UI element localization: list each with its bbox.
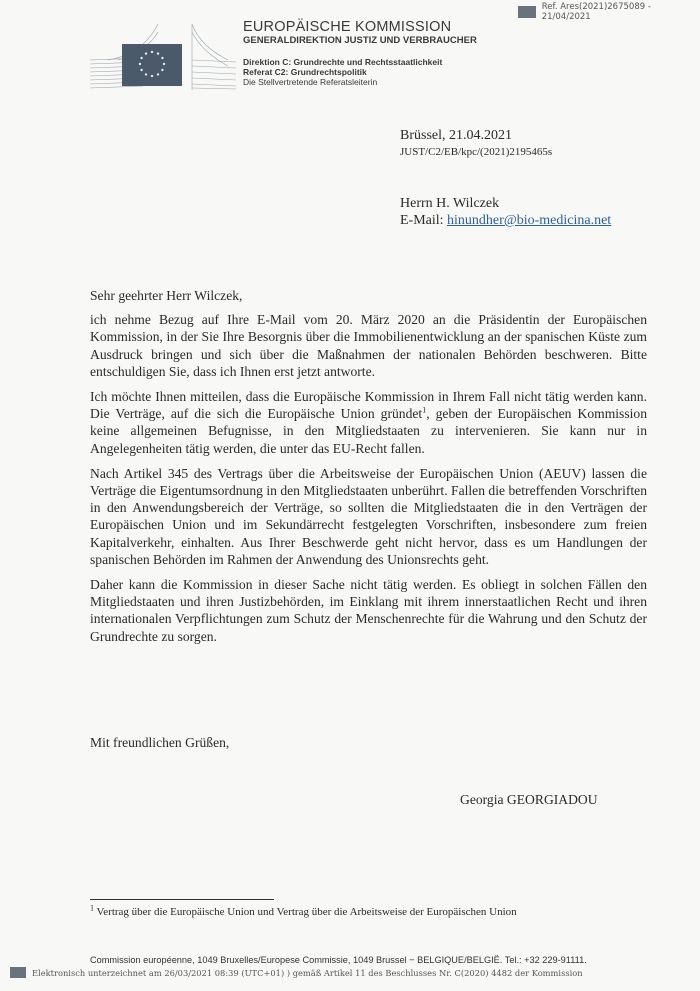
footnote-reference: 1 (422, 405, 427, 415)
esignature-icon (10, 967, 26, 978)
email-link[interactable]: hinundher@bio-medicina.net (447, 213, 612, 228)
ares-stamp-icon (518, 6, 536, 18)
paragraph-3: Nach Artikel 345 des Vertrags über die Arbeitsweise der Europäischen Union (AEUV) lassen die Verträge die Eigentumsordnung in den Mitgliedstaaten unberührt. Fallen die betreffenden Vorschriften in den Anwendungsbereich der Verträge, so sollten die Mitgliedstaaten die in den Verträgen der Europäischen Union und im Sekundärrecht festgelegten Vorschriften, insbesondere zum freien Kapitalverkehr, einhalten. Aus Ihrer Beschwerde geht nicht hervor, dass es um Handlungen der spanischen Behörden im Rahmen der Anwendung des Unionsrechts geht. (90, 465, 647, 567)
unit: Referat C2: Grundrechtspolitik (243, 67, 367, 77)
footnote-text: Vertrag über die Europäische Union und Vertrag über die Arbeitsweise der Europäischen Union (94, 906, 517, 918)
footnote (90, 903, 517, 918)
letterhead (243, 19, 477, 87)
sender-role: Die Stellvertretende Referatsleiterin (243, 77, 378, 87)
electronic-signature-note (10, 967, 583, 978)
place-date: Brüssel, 21.04.2021 (400, 128, 512, 143)
recipient-block (400, 195, 611, 229)
paragraph-4: Daher kann die Kommission in dieser Sache nicht tätig werden. Es obliegt in solchen Fällen den Mitgliedstaaten und ihren Justizbehörden, im Einklang mit ihrem innerstaatlichen Recht und ihren internationalen Verpflichtungen zum Schutz der Menschenrechte für die Wahrung und den Schutz der Grundrechte zu sorgen. (90, 577, 647, 644)
reference-number: JUST/C2/EB/kpc/(2021)2195465s (400, 146, 553, 158)
footnote-divider (90, 899, 274, 900)
footer-address: Commission européenne, 1049 Bruxelles/Europese Commissie, 1049 Brussel − BELGIQUE/BELGIË. Tel.: +32 229-91111. (90, 955, 587, 965)
letter-body (90, 287, 647, 653)
recipient-name: Herrn H. Wilczek (400, 196, 500, 211)
signatory: Georgia GEORGIADOU (460, 792, 598, 807)
ec-logo (88, 16, 240, 94)
email-label: E-Mail: (400, 213, 448, 228)
closing: Mit freundlichen Grüßen, (90, 735, 230, 750)
ares-reference-stamp (518, 2, 700, 22)
paragraph-2: Ich möchte Ihnen mitteilen, dass die Europäische Kommission in Ihrem Fall nicht tätig werden kann. Die Verträge, auf die sich die Europäische Union gründet$^1$, geben der Europäischen Kommission keine allgemeinen Befugnisse, in den Mitgliedstaaten zu intervenieren. Sie kann nur in Angelegenheiten tätig werden, die unter das EU-Recht fallen. (90, 389, 647, 456)
recipient-email-line (400, 212, 611, 229)
directorate-general: GENERALDIREKTION JUSTIZ UND VERBRAUCHER (243, 35, 477, 46)
footnote-marker: 1 (90, 903, 94, 913)
esignature-text: Elektronisch unterzeichnet am 26/03/2021 08:39 (UTC+01) ) gemäß Artikel 11 des Beschlusses Nr. C(2020) 4482 der Kommission (32, 967, 583, 978)
paragraph-1: ich nehme Bezug auf Ihre E-Mail vom 20. März 2020 an die Präsidentin der Europäischen Kommission, in der Sie Ihre Besorgnis über die Immobilienentwicklung an der spanischen Küste zum Ausdruck bringen und sich über die Maßnahmen der nationalen Behörden beschweren. Bitte entschuldigen Sie, dass ich Ihnen erst jetzt antworte. (90, 312, 647, 379)
directorate: Direktion C: Grundrechte und Rechtsstaatlichkeit (243, 57, 443, 67)
berlaymont-flag-icon (88, 16, 240, 94)
salutation: Sehr geehrter Herr Wilczek, (90, 288, 243, 303)
organization-name: EUROPÄISCHE KOMMISSION (243, 19, 452, 35)
ares-reference: Ref. Ares(2021)2675089 - 21/04/2021 (541, 2, 651, 22)
